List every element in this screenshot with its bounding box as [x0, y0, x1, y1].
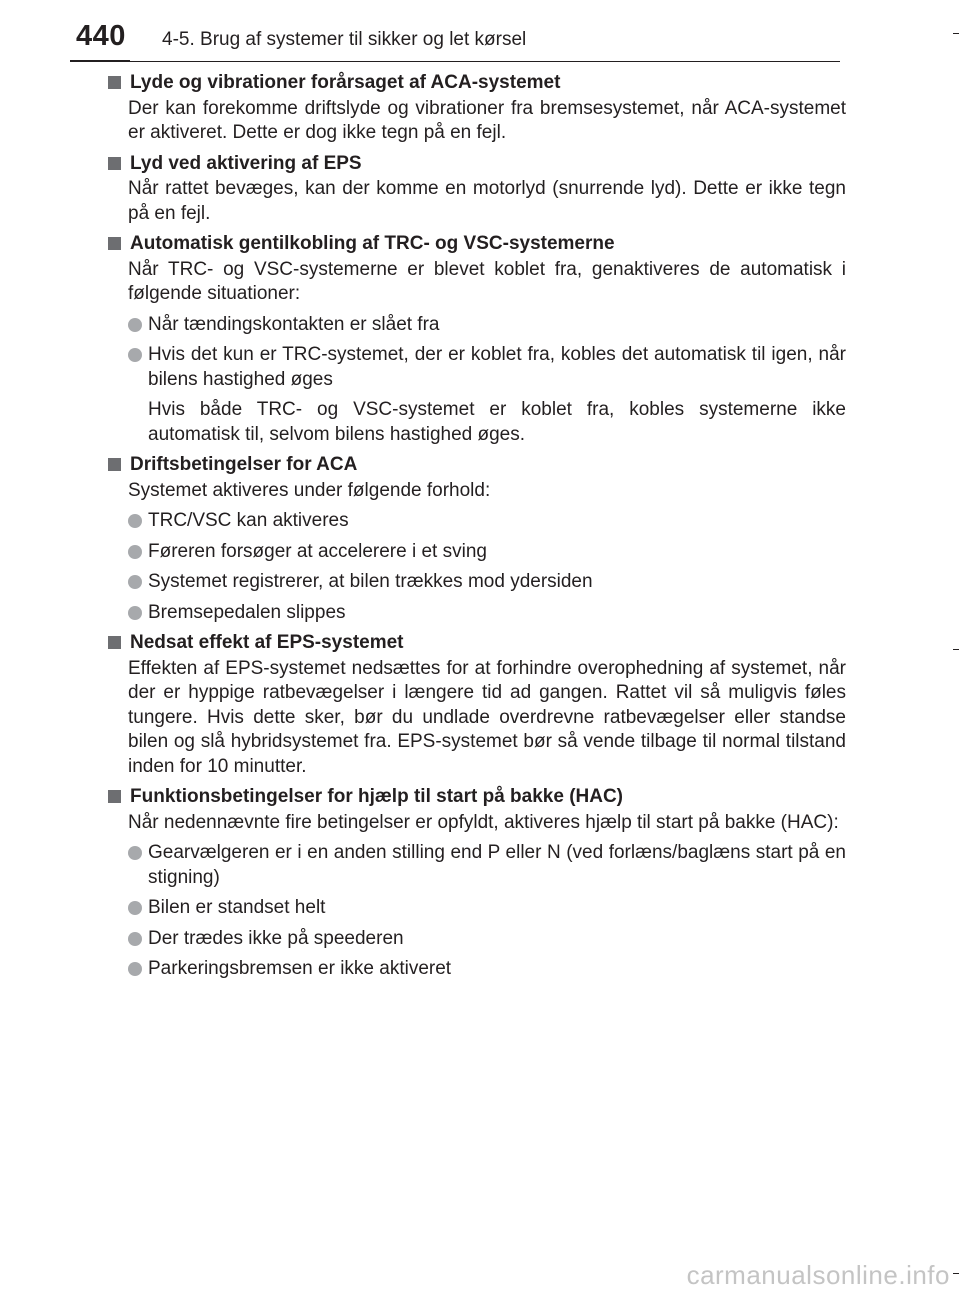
- list-note: Hvis både TRC- og VSC-systemet er koblet fra, kobles systemerne ikke automatisk til, selvom bilens hastighed øges.: [148, 399, 846, 445]
- list-item: Parkeringsbremsen er ikke aktiveret: [106, 957, 846, 982]
- circle-bullet-icon: [128, 846, 142, 860]
- list-item: Bilen er standset helt: [106, 896, 846, 921]
- list-item: TRC/VSC kan aktiveres: [106, 509, 846, 534]
- circle-bullet-icon: [128, 606, 142, 620]
- section-text: Effekten af EPS-systemet nedsættes for at forhindre overophedning af systemet, når der er hyppige ratbevægelser i længere tid ad gangen. Rattet vil så muligvis føles tungere. Hvis dette sker, bør du undlade overdrevne ratbevægelser eller standse bilen og slå hybridsystemet fra. EPS-systemet bør så vende tilbage til normal tilstand inden for 10 minutter.: [128, 657, 846, 777]
- header-rule-accent: [70, 60, 130, 62]
- square-bullet-icon: [108, 458, 121, 471]
- list-item: Bremsepedalen slippes: [106, 601, 846, 626]
- circle-bullet-icon: [128, 348, 142, 362]
- page-header: [0, 0, 960, 62]
- square-bullet-icon: [108, 237, 121, 250]
- list-item: Der trædes ikke på speederen: [106, 927, 846, 952]
- section-heading: Automatisk gentilkobling af TRC- og VSC-systemerne: [106, 232, 846, 257]
- section-heading: Lyde og vibrationer forårsaget af ACA-systemet: [106, 71, 846, 96]
- section-text: Når TRC- og VSC-systemerne er blevet koblet fra, genaktiveres de automatisk i følgende situationer:: [128, 258, 846, 304]
- list-item: Gearvælgeren er i en anden stilling end P eller N (ved forlæns/baglæns start på en stigning): [106, 841, 846, 890]
- section-text: Der kan forekomme driftslyde og vibrationer fra bremsesystemet, når ACA-systemet er aktiveret. Dette er dog ikke tegn på en fejl.: [128, 97, 846, 143]
- list-item: Systemet registrerer, at bilen trækkes mod ydersiden: [106, 570, 846, 595]
- square-bullet-icon: [108, 76, 121, 89]
- crop-mark: [953, 33, 959, 34]
- section-heading: Driftsbetingelser for ACA: [106, 453, 846, 478]
- section-heading: Lyd ved aktivering af EPS: [106, 152, 846, 177]
- circle-bullet-icon: [128, 962, 142, 976]
- crop-mark: [953, 649, 959, 650]
- circle-bullet-icon: [128, 932, 142, 946]
- circle-bullet-icon: [128, 901, 142, 915]
- section-text: Systemet aktiveres under følgende forhold:: [128, 479, 491, 501]
- header-rule: [130, 61, 840, 62]
- chapter-title: 4-5. Brug af systemer til sikker og let kørsel: [162, 29, 527, 50]
- section-heading: Funktionsbetingelser for hjælp til start på bakke (HAC): [106, 785, 846, 810]
- circle-bullet-icon: [128, 318, 142, 332]
- watermark: carmanualsonline.info: [686, 1260, 950, 1290]
- list-item: Hvis det kun er TRC-systemet, der er koblet fra, kobles det automatisk til igen, når bilens hastighed øges: [106, 343, 846, 392]
- square-bullet-icon: [108, 636, 121, 649]
- circle-bullet-icon: [128, 545, 142, 559]
- list-item: Når tændingskontakten er slået fra: [106, 313, 846, 338]
- list-item: Føreren forsøger at accelerere i et sving: [106, 540, 846, 565]
- crop-mark: [953, 1273, 959, 1274]
- section-text: Når nedennævnte fire betingelser er opfyldt, aktiveres hjælp til start på bakke (HAC):: [128, 811, 839, 833]
- circle-bullet-icon: [128, 514, 142, 528]
- square-bullet-icon: [108, 790, 121, 803]
- page-number: 440: [76, 20, 126, 52]
- circle-bullet-icon: [128, 575, 142, 589]
- page-content: [106, 71, 846, 988]
- section-heading: Nedsat effekt af EPS-systemet: [106, 631, 846, 656]
- section-text: Når rattet bevæges, kan der komme en motorlyd (snurrende lyd). Dette er ikke tegn på en fejl.: [128, 178, 846, 224]
- square-bullet-icon: [108, 157, 121, 170]
